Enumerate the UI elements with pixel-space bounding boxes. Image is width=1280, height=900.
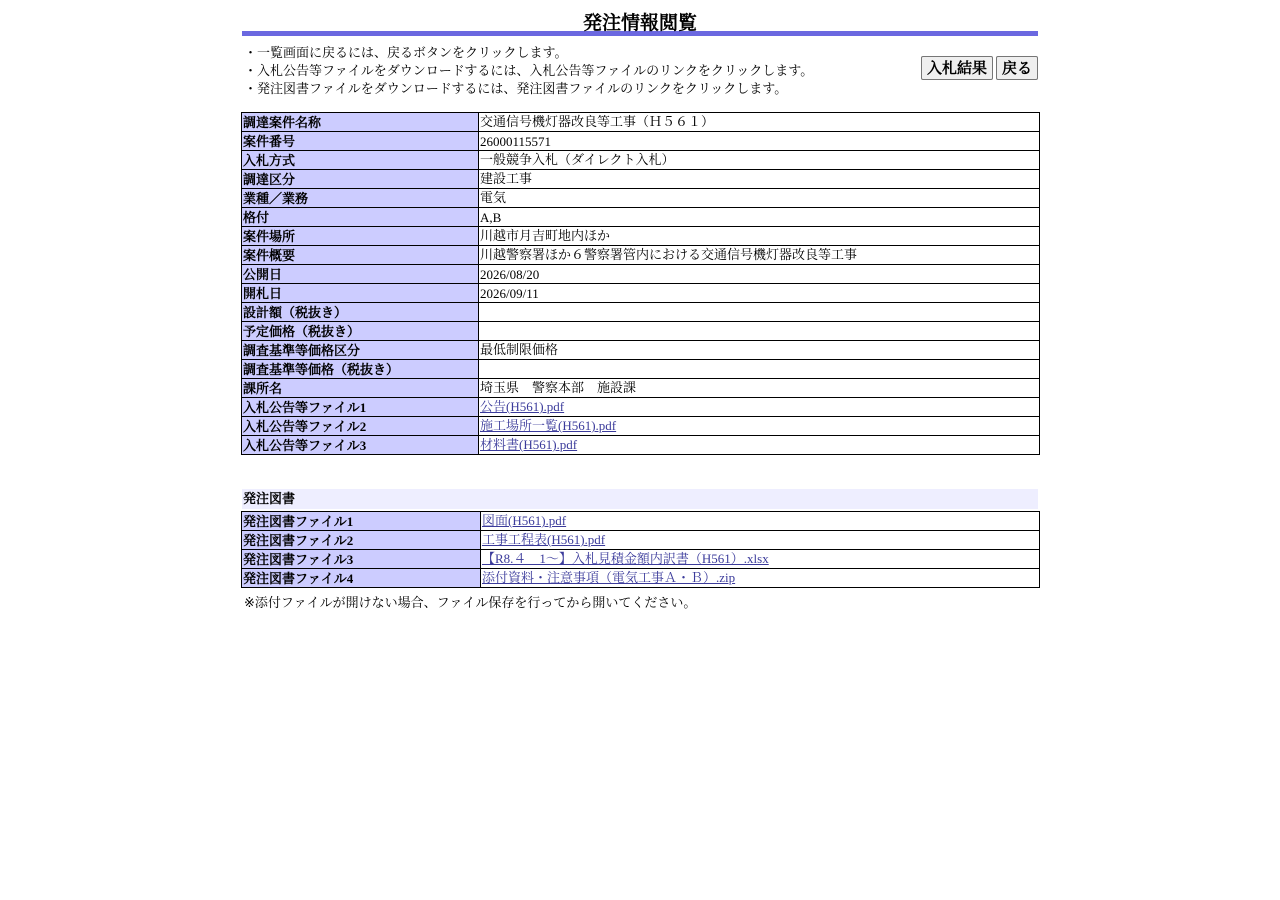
table-row — [242, 303, 1040, 322]
row-value: 26000115571 — [479, 132, 1040, 151]
row-label: 予定価格（税抜き） — [242, 322, 479, 341]
table-row — [242, 531, 1040, 550]
table-row — [242, 227, 1040, 246]
drawings-section-heading: 発注図書 — [242, 489, 1038, 509]
row-label: 発注図書ファイル3 — [242, 550, 481, 569]
row-label: 課所名 — [242, 379, 479, 398]
row-value — [479, 360, 1040, 379]
table-row — [242, 265, 1040, 284]
row-label: 入札公告等ファイル3 — [242, 436, 479, 455]
row-value — [479, 322, 1040, 341]
table-row — [242, 151, 1040, 170]
table-row — [242, 569, 1040, 588]
row-value — [481, 569, 1040, 588]
back-button[interactable]: 戻る — [996, 56, 1038, 80]
notice-file-link-1[interactable]: 公告(H561).pdf — [480, 399, 565, 414]
drawing-file-link-1[interactable]: 図面(H561).pdf — [482, 513, 567, 528]
row-value: 2026/09/11 — [479, 284, 1040, 303]
table-row — [242, 208, 1040, 227]
notice-area — [242, 36, 1038, 112]
row-label: 設計額（税抜き） — [242, 303, 479, 322]
row-value: 最低制限価格 — [479, 341, 1040, 360]
row-label: 発注図書ファイル1 — [242, 512, 481, 531]
row-value: 川越警察署ほか６警察署管内における交通信号機灯器改良等工事 — [479, 246, 1040, 265]
table-row — [242, 360, 1040, 379]
row-value — [481, 531, 1040, 550]
notice-file-link-2[interactable]: 施工場所一覧(H561).pdf — [480, 418, 617, 433]
row-label: 調査基準等価格（税抜き） — [242, 360, 479, 379]
notice-item: ・発注図書ファイルをダウンロードするには、発注図書ファイルのリンクをクリックします。 — [244, 82, 788, 97]
table-row — [242, 550, 1040, 569]
row-label: 開札日 — [242, 284, 479, 303]
row-label: 発注図書ファイル2 — [242, 531, 481, 550]
row-label: 格付 — [242, 208, 479, 227]
row-label: 案件概要 — [242, 246, 479, 265]
page-title: 発注情報閲覧 — [582, 12, 697, 34]
row-value: 建設工事 — [479, 170, 1040, 189]
row-label: 調達案件名称 — [242, 113, 479, 132]
row-value: 電気 — [479, 189, 1040, 208]
row-label: 入札方式 — [242, 151, 479, 170]
table-row — [242, 341, 1040, 360]
table-row — [242, 436, 1040, 455]
row-label: 業種／業務 — [242, 189, 479, 208]
row-label: 案件場所 — [242, 227, 479, 246]
drawing-file-link-2[interactable]: 工事工程表(H561).pdf — [482, 532, 606, 547]
table-row — [242, 189, 1040, 208]
notice-file-link-3[interactable]: 材料書(H561).pdf — [480, 437, 578, 452]
row-label: 入札公告等ファイル1 — [242, 398, 479, 417]
row-label: 調達区分 — [242, 170, 479, 189]
row-value — [481, 512, 1040, 531]
row-value: 埼玉県 警察本部 施設課 — [479, 379, 1040, 398]
table-row — [242, 322, 1040, 341]
row-label: 公開日 — [242, 265, 479, 284]
table-row — [242, 284, 1040, 303]
row-value — [479, 303, 1040, 322]
table-row — [242, 113, 1040, 132]
row-value: 2026/08/20 — [479, 265, 1040, 284]
bid-result-button[interactable]: 入札結果 — [921, 56, 993, 80]
row-label: 案件番号 — [242, 132, 479, 151]
table-row — [242, 132, 1040, 151]
notice-list — [244, 45, 813, 99]
case-info-table — [241, 112, 1040, 455]
drawing-file-link-3[interactable]: 【R8.４ 1～】入札見積金額内訳書（H561）.xlsx — [482, 551, 769, 566]
row-value: 交通信号機灯器改良等工事（Ｈ５６１） — [479, 113, 1040, 132]
notice-item: ・一覧画面に戻るには、戻るボタンをクリックします。 — [244, 46, 568, 61]
notice-item: ・入札公告等ファイルをダウンロードするには、入札公告等ファイルのリンクをクリックします。 — [244, 64, 814, 79]
row-label: 入札公告等ファイル2 — [242, 417, 479, 436]
button-group — [921, 56, 1038, 80]
page-container — [242, 0, 1038, 611]
row-value — [481, 550, 1040, 569]
table-row — [242, 398, 1040, 417]
row-value — [479, 436, 1040, 455]
row-label: 発注図書ファイル4 — [242, 569, 481, 588]
row-value: 一般競争入札（ダイレクト入札） — [479, 151, 1040, 170]
table-row — [242, 246, 1040, 265]
row-value: 川越市月吉町地内ほか — [479, 227, 1040, 246]
table-row — [242, 512, 1040, 531]
row-label: 調査基準等価格区分 — [242, 341, 479, 360]
drawing-file-link-4[interactable]: 添付資料・注意事項（電気工事Ａ・Ｂ）.zip — [482, 570, 736, 585]
table-row — [242, 417, 1040, 436]
table-row — [242, 379, 1040, 398]
footnote: ※添付ファイルが開けない場合、ファイル保存を行ってから開いてください。 — [244, 596, 697, 611]
row-value: A,B — [479, 208, 1040, 227]
row-value — [479, 398, 1040, 417]
drawings-table — [241, 511, 1040, 588]
table-row — [242, 170, 1040, 189]
row-value — [479, 417, 1040, 436]
